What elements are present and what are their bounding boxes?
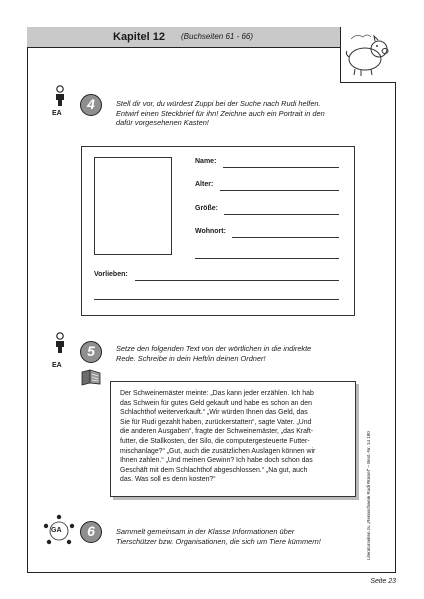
instruction-line: dafür vorgesehenen Kasten! <box>116 118 209 127</box>
instruction-line: Entwirf einen Steckbrief für ihn! Zeichne auch ein Portrait in den <box>116 108 325 118</box>
person-icon <box>53 85 67 107</box>
home-line[interactable] <box>232 237 339 238</box>
task-number-5: 5 <box>80 341 102 363</box>
task-5-instruction <box>116 344 311 363</box>
text-line: mischanlage?“ „Gut, auch die zusätzlichen Auslagen können wir <box>120 447 316 455</box>
likes-line[interactable] <box>135 280 339 281</box>
home-line-2[interactable] <box>195 258 339 259</box>
name-line[interactable] <box>223 167 339 168</box>
home-label: Wohnort: <box>195 228 226 235</box>
instruction-line: Rede. Schreibe in dein Heft/in deinen Ordner! <box>116 353 266 363</box>
likes-line-2[interactable] <box>94 299 339 300</box>
size-line[interactable] <box>224 214 339 215</box>
text-line: Schlachthof weiterverkauft.“ „Wir würden Ihnen das Geld, das <box>120 409 308 417</box>
book-icon <box>80 368 102 386</box>
mode-label-ga: GA <box>51 527 62 534</box>
instruction-line: Setze den folgenden Text von der wörtlichen in die indirekte <box>116 344 312 353</box>
text-line: das Schwein für gutes Geld gekauft und habe es schon an den <box>120 399 312 407</box>
text-line: futter, die Stallkosten, der Silo, die computergesteuerte Futter- <box>120 437 310 445</box>
mode-label-ea: EA <box>52 362 62 369</box>
portrait-box[interactable] <box>94 157 172 255</box>
pig-illustration <box>340 27 396 83</box>
text-line: die anderen Ausgaben“, fragte der Schweinemäster, „das Kraft- <box>120 428 314 436</box>
text-line: Geschäft mit dem Schlachthof abgeschlossen.“ „Na gut, auch <box>120 466 308 474</box>
text-line: das. Was soll es denn kosten?“ <box>120 476 216 484</box>
text-line: Ihnen zahlen.“ „Und meinen Gewinn? Ich habe doch schon das <box>120 457 313 465</box>
likes-label: Vorlieben: <box>94 271 128 278</box>
name-label: Name: <box>195 158 217 165</box>
instruction-line: Sammelt gemeinsam in der Klasse Informationen über <box>116 527 295 536</box>
chapter-header <box>27 27 340 48</box>
instruction-line: Stell dir vor, du würdest Zuppi bei der Suche nach Rudi helfen. <box>116 99 321 108</box>
text-line: Sie für Rudi gezahlt haben, zurückerstatten“, sagte Vater. „Und <box>120 418 312 426</box>
task-4-instruction <box>116 99 325 128</box>
chapter-pages: (Buchseiten 61 - 66) <box>181 32 254 41</box>
chapter-title: Kapitel 12 <box>113 31 165 43</box>
side-text: Literaturseiten zu „Rennschwein Rudi Rüssel“ – Best.-Nr. 14 180 <box>366 431 371 560</box>
page-number: Seite 23 <box>370 578 396 585</box>
size-label: Größe: <box>195 205 218 212</box>
task-number-6: 6 <box>80 521 102 543</box>
task-number-4: 4 <box>80 94 102 116</box>
wanted-poster-card <box>81 146 355 316</box>
task-6-instruction <box>116 527 321 546</box>
instruction-line: Tierschützer bzw. Organisationen, die sich um Tiere kümmern! <box>116 536 321 546</box>
publisher-side-text <box>366 390 388 560</box>
person-icon <box>53 332 67 354</box>
age-label: Alter: <box>195 181 214 188</box>
age-line[interactable] <box>220 190 339 191</box>
direct-speech-text <box>110 381 356 497</box>
text-line: Der Schweinemäster meinte: „Das kann jeder erzählen. Ich hab <box>120 390 314 397</box>
mode-label-ea: EA <box>52 110 62 117</box>
